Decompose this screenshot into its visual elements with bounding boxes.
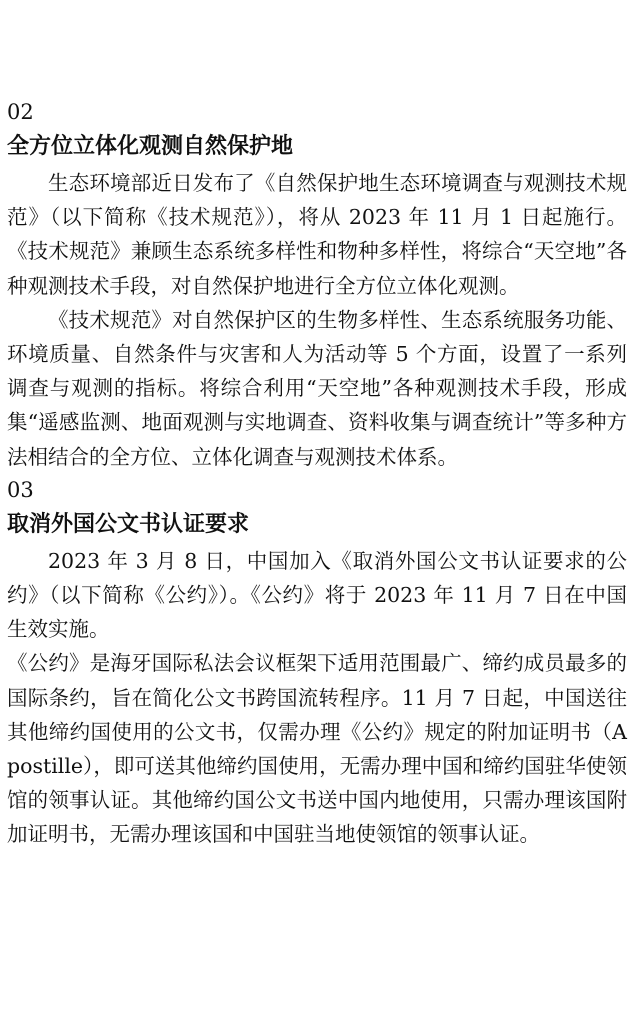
paragraph: 2023 年 3 月 8 日，中国加入《取消外国公文书认证要求的公约》（以下简称《公约》）。《公约》将于 2023 年 11 月 7 日在中国生效实施。 — [7, 548, 627, 642]
section-03 — [7, 474, 627, 852]
section-02 — [7, 96, 627, 474]
paragraph: 《公约》是海牙国际私法会议框架下适用范围最广、缔约成员最多的国际条约，旨在简化公文书跨国流转程序。11 月 7 日起，中国送往其他缔约国使用的公文书，仅需办理《公约》规定的附加证明书（Apostille），即可送其他缔约国使用，无需办理中国和缔约国驻华使领馆的领事认证。其他缔约国公文书送中国内地使用，只需办理该国附加证明书，无需办理该国和中国驻当地使领馆的领事认证。 — [7, 651, 627, 847]
section-title: 取消外国公文书认证要求 — [7, 511, 250, 537]
article-page — [7, 96, 627, 852]
section-number: 02 — [7, 100, 34, 124]
section-title: 全方位立体化观测自然保护地 — [7, 134, 294, 159]
paragraph: 生态环境部近日发布了《自然保护地生态环境调查与观测技术规范》（以下简称《技术规范》），将从 2023 年 11 月 1 日起施行。《技术规范》兼顾生态系统多样性和物种多样性，将综合“天空地”各种观测技术手段，对自然保护地进行全方位立体化观测。 — [7, 171, 627, 298]
paragraph: 《技术规范》对自然保护区的生物多样性、生态系统服务功能、环境质量、自然条件与灾害和人为活动等 5 个方面，设置了一系列调查与观测的指标。将综合利用“天空地”各种观测技术手段，形成集“遥感监测、地面观测与实地调查、资料收集与调查统计”等多种方法相结合的全方位、立体化调查与观测技术体系。 — [7, 307, 627, 469]
section-number: 03 — [7, 477, 34, 502]
